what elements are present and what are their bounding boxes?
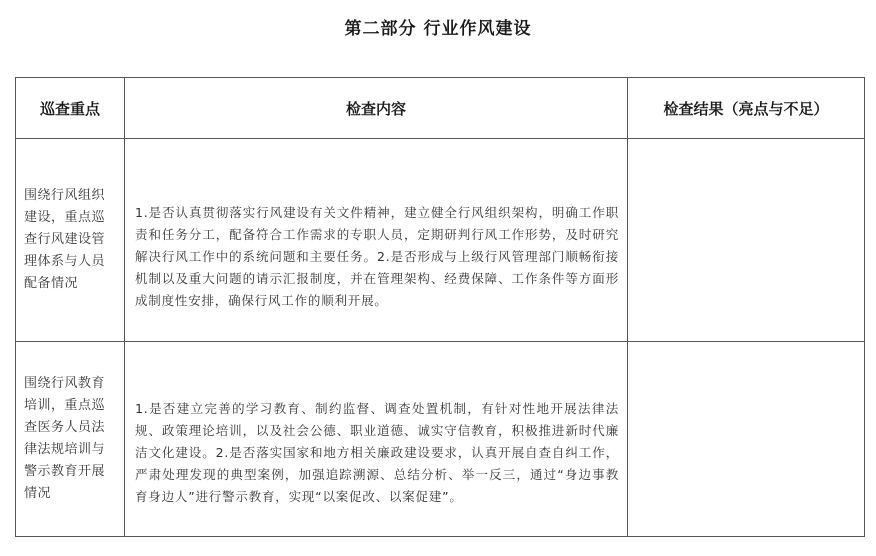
focus-cell <box>16 139 125 342</box>
focus-text: 围绕行风组织建设，重点巡查行风建设管理体系与人员配备情况 <box>24 188 106 291</box>
header-content: 检查内容 <box>125 78 628 139</box>
content-text: 1.是否建立完善的学习教育、制约监督、调查处置机制，有针对性地开展法律法规、政策理论培训，以及社会公德、职业道德、诚实守信教育，积极推进新时代廉洁文化建设。2.是否落实国家和地方相关廉政建设要求，认真开展自查自纠工作，严肃处理发现的典型案例，加强追踪溯源、总结分析、举一反三，通过“身边事教育身边人”进行警示教育，实现“以案促改、以案促建”。 <box>135 401 619 504</box>
focus-cell <box>16 342 125 537</box>
content-text: 1.是否认真贯彻落实行风建设有关文件精神，建立健全行风组织架构，明确工作职责和任务分工，配备符合工作需求的专职人员，定期研判行风工作形势，及时研究解决行风工作中的系统问题和主要任务。2.是否形成与上级行风管理部门顺畅衔接机制以及重大问题的请示汇报制度，并在管理架构、经费保障、工作条件等方面形成制度性安排，确保行风工作的顺利开展。 <box>135 205 619 308</box>
header-focus: 巡查重点 <box>16 78 125 139</box>
page-title: 第二部分 行业作风建设 <box>344 19 532 39</box>
focus-text: 围绕行风教育培训，重点巡查医务人员法律法规培训与警示教育开展情况 <box>24 376 106 501</box>
header-result: 检查结果（亮点与不足） <box>628 78 865 139</box>
inspection-table <box>15 77 865 537</box>
content-cell <box>125 139 628 342</box>
content-cell <box>125 342 628 537</box>
table-header-row <box>16 78 865 139</box>
result-cell[interactable] <box>628 342 865 537</box>
result-cell[interactable] <box>628 139 865 342</box>
table-row <box>16 139 865 342</box>
table-row <box>16 342 865 537</box>
